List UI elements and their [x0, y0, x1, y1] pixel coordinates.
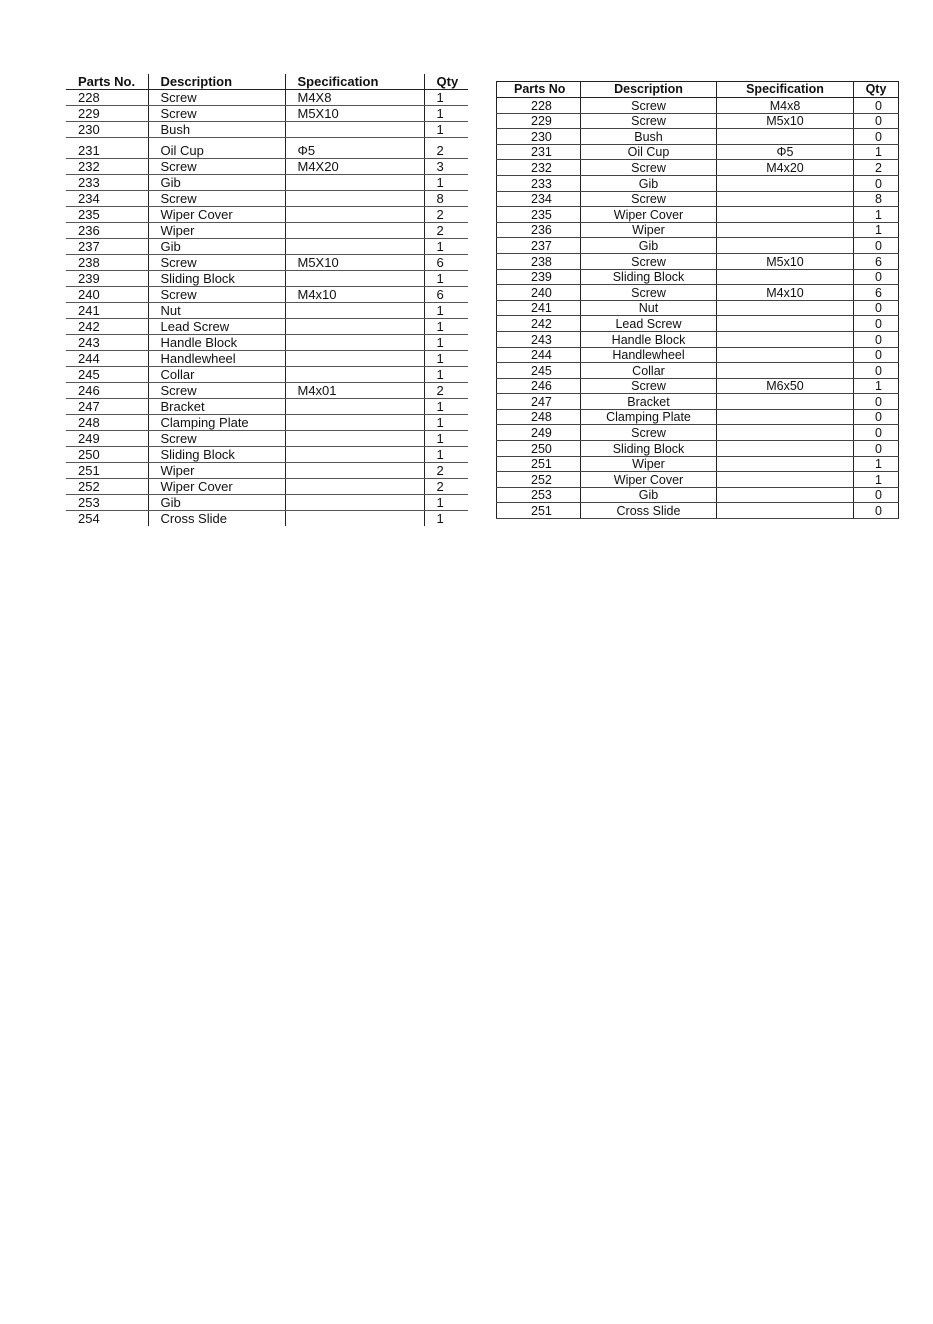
right-cell-parts-no: 229: [497, 113, 581, 129]
left-cell-qty: 8: [424, 191, 468, 207]
left-table-row: [66, 511, 468, 527]
left-cell-specification: [285, 239, 424, 255]
right-table-row: [497, 300, 899, 316]
left-cell-specification: [285, 122, 424, 138]
left-cell-description: Screw: [148, 431, 285, 447]
left-cell-parts-no: 252: [66, 479, 148, 495]
left-table-row: [66, 303, 468, 319]
right-cell-parts-no: 247: [497, 394, 581, 410]
left-cell-specification: [285, 495, 424, 511]
right-cell-parts-no: 242: [497, 316, 581, 332]
left-table-row: [66, 175, 468, 191]
left-cell-specification: [285, 207, 424, 223]
right-cell-parts-no: 240: [497, 285, 581, 301]
left-cell-parts-no: 241: [66, 303, 148, 319]
right-parts-table: [496, 81, 899, 519]
right-cell-description: Screw: [581, 253, 717, 269]
left-cell-description: Gib: [148, 495, 285, 511]
left-cell-specification: [285, 431, 424, 447]
left-cell-parts-no: 240: [66, 287, 148, 303]
left-cell-description: Handlewheel: [148, 351, 285, 367]
left-cell-description: Screw: [148, 383, 285, 399]
right-cell-parts-no: 231: [497, 144, 581, 160]
left-cell-parts-no: 254: [78, 511, 100, 526]
right-cell-parts-no: 235: [497, 207, 581, 223]
right-cell-specification: M5x10: [717, 113, 854, 129]
left-table-row: [66, 463, 468, 479]
right-cell-description: Nut: [581, 300, 717, 316]
right-cell-description: Screw: [581, 113, 717, 129]
left-cell-parts-no: 232: [66, 159, 148, 175]
left-cell-specification: [285, 191, 424, 207]
right-cell-qty: 0: [854, 409, 899, 425]
left-cell-parts-no: 235: [66, 207, 148, 223]
right-cell-parts-no: 246: [497, 378, 581, 394]
left-cell-qty: 1: [424, 495, 468, 511]
right-cell-description: Handlewheel: [581, 347, 717, 363]
left-cell-description: Oil Cup: [148, 138, 285, 159]
right-cell-description: Screw: [581, 285, 717, 301]
right-table-row: [497, 238, 899, 254]
left-cell-parts-no: 244: [66, 351, 148, 367]
right-cell-specification: [717, 409, 854, 425]
right-cell-specification: [717, 331, 854, 347]
right-table-row: [497, 285, 899, 301]
right-cell-description: Screw: [581, 191, 717, 207]
right-cell-parts-no: 245: [497, 363, 581, 379]
right-cell-qty: 0: [854, 238, 899, 254]
left-table-row: [66, 319, 468, 335]
left-parts-table: [66, 74, 468, 526]
right-cell-parts-no: 230: [497, 129, 581, 145]
left-table-row: [66, 122, 468, 138]
right-cell-description: Sliding Block: [581, 441, 717, 457]
left-cell-parts-no: 238: [66, 255, 148, 271]
left-cell-qty: 1: [424, 335, 468, 351]
left-cell-parts-no: 250: [66, 447, 148, 463]
right-cell-specification: [717, 238, 854, 254]
left-cell-qty: 1: [424, 319, 468, 335]
right-table-row: [497, 129, 899, 145]
left-table-row: [66, 335, 468, 351]
right-cell-parts-no: 239: [497, 269, 581, 285]
left-cell-parts-no: 243: [66, 335, 148, 351]
right-cell-qty: 2: [854, 160, 899, 176]
right-header-parts-no: Parts No: [497, 82, 581, 98]
left-cell-description: Handle Block: [148, 335, 285, 351]
left-table-row: [66, 90, 468, 106]
right-cell-specification: Φ5: [717, 144, 854, 160]
right-cell-qty: 0: [854, 98, 899, 114]
left-cell-qty: 1: [424, 447, 468, 463]
right-table-row: [497, 378, 899, 394]
right-cell-qty: 0: [854, 487, 899, 503]
left-cell-qty: 1: [424, 106, 468, 122]
left-cell-description: Wiper Cover: [148, 207, 285, 223]
right-cell-qty: 0: [854, 441, 899, 457]
left-table-row: [66, 207, 468, 223]
right-cell-qty: 0: [854, 316, 899, 332]
left-table-row: [66, 447, 468, 463]
left-cell-parts-no: 247: [66, 399, 148, 415]
left-cell-specification: M5X10: [285, 255, 424, 271]
right-cell-description: Gib: [581, 487, 717, 503]
right-cell-parts-no: 237: [497, 238, 581, 254]
right-cell-specification: [717, 487, 854, 503]
left-cell-specification: [285, 271, 424, 287]
right-cell-parts-no: 233: [497, 175, 581, 191]
right-table-row: [497, 472, 899, 488]
right-cell-qty: 1: [854, 378, 899, 394]
right-table-row: [497, 175, 899, 191]
right-cell-qty: 0: [854, 175, 899, 191]
left-cell-description: Cross Slide: [148, 511, 285, 527]
left-cell-description: Clamping Plate: [148, 415, 285, 431]
right-table-row: [497, 363, 899, 379]
left-cell-description: Wiper: [148, 223, 285, 239]
left-cell-qty: 1: [424, 367, 468, 383]
right-table-row: [497, 456, 899, 472]
left-table-row: [66, 223, 468, 239]
left-cell-specification: [285, 335, 424, 351]
right-cell-specification: [717, 363, 854, 379]
right-cell-description: Wiper Cover: [581, 207, 717, 223]
right-cell-description: Cross Slide: [581, 503, 717, 519]
right-cell-description: Handle Block: [581, 331, 717, 347]
right-cell-qty: 0: [854, 394, 899, 410]
right-cell-specification: [717, 456, 854, 472]
left-table-row: [66, 239, 468, 255]
left-cell-parts-no: 248: [66, 415, 148, 431]
right-table-row: [497, 144, 899, 160]
left-table-body: [66, 90, 468, 527]
left-cell-specification: M4X8: [285, 90, 424, 106]
left-table-row: [66, 415, 468, 431]
right-cell-qty: 1: [854, 456, 899, 472]
right-cell-qty: 0: [854, 129, 899, 145]
left-cell-specification: M4x10: [285, 287, 424, 303]
right-cell-specification: [717, 222, 854, 238]
right-header-qty: Qty: [854, 82, 899, 98]
left-cell-qty: 2: [424, 463, 468, 479]
right-cell-parts-no: 236: [497, 222, 581, 238]
left-cell-qty: 1: [424, 431, 468, 447]
left-cell-parts-no: 228: [66, 90, 148, 106]
left-cell-parts-no: 242: [66, 319, 148, 335]
left-cell-qty: 1: [424, 122, 468, 138]
left-cell-parts-no: 239: [66, 271, 148, 287]
right-cell-specification: [717, 129, 854, 145]
right-cell-specification: [717, 503, 854, 519]
right-cell-specification: M4x8: [717, 98, 854, 114]
left-cell-specification: [285, 447, 424, 463]
left-cell-qty: 2: [424, 138, 468, 159]
right-table-row: [497, 425, 899, 441]
right-table-row: [497, 409, 899, 425]
right-cell-specification: M5x10: [717, 253, 854, 269]
right-cell-parts-no: 251: [497, 503, 581, 519]
right-cell-specification: M4x10: [717, 285, 854, 301]
right-cell-parts-no: 241: [497, 300, 581, 316]
left-cell-specification: [285, 223, 424, 239]
right-cell-qty: 0: [854, 425, 899, 441]
left-header-qty: Qty: [424, 74, 468, 90]
left-cell-qty: 1: [424, 511, 468, 527]
left-cell-qty: 6: [424, 255, 468, 271]
right-cell-qty: 6: [854, 285, 899, 301]
left-cell-specification: [285, 511, 424, 527]
right-cell-description: Sliding Block: [581, 269, 717, 285]
left-table-row: [66, 191, 468, 207]
right-cell-qty: 0: [854, 269, 899, 285]
right-cell-description: Bush: [581, 129, 717, 145]
left-cell-specification: Φ5: [285, 138, 424, 159]
left-cell-qty: 1: [424, 239, 468, 255]
left-cell-specification: [285, 367, 424, 383]
left-cell-parts-no: 237: [66, 239, 148, 255]
right-cell-description: Gib: [581, 175, 717, 191]
left-table-row: [66, 479, 468, 495]
right-cell-specification: [717, 207, 854, 223]
right-cell-qty: 1: [854, 472, 899, 488]
right-table-row: [497, 253, 899, 269]
right-header-description: Description: [581, 82, 717, 98]
right-cell-description: Bracket: [581, 394, 717, 410]
left-table-row: [66, 287, 468, 303]
left-cell-parts-no: 230: [66, 122, 148, 138]
left-table-row: [66, 106, 468, 122]
right-cell-qty: 8: [854, 191, 899, 207]
right-cell-description: Oil Cup: [581, 144, 717, 160]
right-header-specification: Specification: [717, 82, 854, 98]
right-cell-description: Wiper: [581, 456, 717, 472]
left-cell-parts-no: 249: [66, 431, 148, 447]
left-cell-specification: M4X20: [285, 159, 424, 175]
left-table-row: [66, 159, 468, 175]
left-header-parts-no: Parts No.: [66, 74, 148, 90]
left-table-row: [66, 431, 468, 447]
right-table-row: [497, 222, 899, 238]
left-cell-description: Collar: [148, 367, 285, 383]
right-cell-qty: 1: [854, 222, 899, 238]
right-cell-parts-no: 228: [497, 98, 581, 114]
left-table-row: [66, 138, 468, 159]
right-cell-parts-no: 252: [497, 472, 581, 488]
right-cell-qty: 0: [854, 503, 899, 519]
right-table-row: [497, 487, 899, 503]
right-cell-qty: 6: [854, 253, 899, 269]
right-header-row: [497, 82, 899, 98]
left-cell-description: Bracket: [148, 399, 285, 415]
right-cell-qty: 1: [854, 207, 899, 223]
left-cell-specification: [285, 319, 424, 335]
right-cell-description: Lead Screw: [581, 316, 717, 332]
right-cell-description: Screw: [581, 160, 717, 176]
left-cell-specification: M5X10: [285, 106, 424, 122]
left-cell-specification: [285, 479, 424, 495]
right-table-row: [497, 207, 899, 223]
right-table-row: [497, 347, 899, 363]
left-cell-specification: [285, 351, 424, 367]
right-cell-specification: M4x20: [717, 160, 854, 176]
left-cell-qty: 1: [424, 415, 468, 431]
right-table-body: [497, 98, 899, 519]
left-cell-qty: 1: [424, 175, 468, 191]
left-table-row: [66, 399, 468, 415]
left-cell-description: Wiper: [148, 463, 285, 479]
left-cell-qty: 2: [424, 207, 468, 223]
left-cell-specification: [285, 463, 424, 479]
left-table-row: [66, 383, 468, 399]
right-cell-specification: [717, 316, 854, 332]
right-table-row: [497, 394, 899, 410]
left-cell-parts-no: 234: [66, 191, 148, 207]
left-cell-qty: 1: [424, 90, 468, 106]
left-cell-qty: 2: [424, 383, 468, 399]
right-cell-specification: [717, 300, 854, 316]
right-cell-parts-no: 249: [497, 425, 581, 441]
left-cell-description: Nut: [148, 303, 285, 319]
right-table-row: [497, 191, 899, 207]
right-cell-description: Screw: [581, 378, 717, 394]
right-table-row: [497, 269, 899, 285]
right-cell-description: Clamping Plate: [581, 409, 717, 425]
left-table-row: [66, 367, 468, 383]
left-cell-qty: 1: [424, 271, 468, 287]
left-cell-description: Sliding Block: [148, 447, 285, 463]
right-cell-parts-no: 232: [497, 160, 581, 176]
left-cell-qty: 1: [424, 351, 468, 367]
right-cell-specification: [717, 175, 854, 191]
right-cell-parts-no: 248: [497, 409, 581, 425]
left-cell-description: Screw: [148, 191, 285, 207]
right-cell-parts-no: 253: [497, 487, 581, 503]
right-cell-parts-no: 244: [497, 347, 581, 363]
left-cell-parts-no: 253: [66, 495, 148, 511]
left-header-specification: Specification: [285, 74, 424, 90]
right-cell-specification: [717, 269, 854, 285]
right-cell-qty: 0: [854, 347, 899, 363]
left-cell-qty: 6: [424, 287, 468, 303]
left-header-description: Description: [148, 74, 285, 90]
left-cell-description: Screw: [148, 287, 285, 303]
right-cell-description: Collar: [581, 363, 717, 379]
right-cell-qty: 0: [854, 300, 899, 316]
right-cell-description: Wiper Cover: [581, 472, 717, 488]
left-cell-parts-no: 246: [66, 383, 148, 399]
left-cell-specification: M4x01: [285, 383, 424, 399]
left-cell-description: Gib: [148, 239, 285, 255]
left-cell-qty: 2: [424, 223, 468, 239]
left-table-row: [66, 255, 468, 271]
left-cell-description: Lead Screw: [148, 319, 285, 335]
left-cell-specification: [285, 415, 424, 431]
right-cell-parts-no: 243: [497, 331, 581, 347]
right-cell-specification: [717, 394, 854, 410]
left-cell-parts-no: 229: [66, 106, 148, 122]
left-cell-description: Screw: [148, 255, 285, 271]
left-cell-description: Screw: [148, 90, 285, 106]
left-table-row: [66, 495, 468, 511]
left-cell-specification: [285, 303, 424, 319]
left-cell-parts-no: 231: [66, 138, 148, 159]
right-cell-qty: 0: [854, 363, 899, 379]
right-table-row: [497, 503, 899, 519]
right-table-row: [497, 113, 899, 129]
left-cell-description: Screw: [148, 159, 285, 175]
right-cell-qty: 0: [854, 331, 899, 347]
left-cell-specification: [285, 175, 424, 191]
right-table-row: [497, 316, 899, 332]
right-cell-specification: [717, 472, 854, 488]
right-table-row: [497, 441, 899, 457]
left-cell-description: Gib: [148, 175, 285, 191]
right-cell-specification: [717, 425, 854, 441]
right-table-row: [497, 160, 899, 176]
right-cell-description: Screw: [581, 98, 717, 114]
right-cell-specification: [717, 347, 854, 363]
right-cell-parts-no: 251: [497, 456, 581, 472]
right-cell-description: Wiper: [581, 222, 717, 238]
right-cell-description: Screw: [581, 425, 717, 441]
left-cell-description: Screw: [148, 106, 285, 122]
right-cell-parts-no: 238: [497, 253, 581, 269]
right-table-row: [497, 331, 899, 347]
right-cell-qty: 0: [854, 113, 899, 129]
left-cell-description: Bush: [148, 122, 285, 138]
right-cell-specification: [717, 441, 854, 457]
right-cell-specification: M6x50: [717, 378, 854, 394]
left-cell-qty: 1: [424, 303, 468, 319]
left-table-row: [66, 271, 468, 287]
right-cell-parts-no: 234: [497, 191, 581, 207]
left-cell-qty: 2: [424, 479, 468, 495]
left-cell-specification: [285, 399, 424, 415]
left-cell-qty: 3: [424, 159, 468, 175]
left-cell-description: Wiper Cover: [148, 479, 285, 495]
left-header-row: [66, 74, 468, 90]
left-cell-qty: 1: [424, 399, 468, 415]
right-cell-specification: [717, 191, 854, 207]
left-cell-parts-no: 236: [66, 223, 148, 239]
right-cell-description: Gib: [581, 238, 717, 254]
left-cell-parts-no: 251: [66, 463, 148, 479]
right-cell-parts-no: 250: [497, 441, 581, 457]
left-cell-description: Sliding Block: [148, 271, 285, 287]
right-table-row: [497, 98, 899, 114]
right-cell-qty: 1: [854, 144, 899, 160]
left-cell-parts-no: 233: [66, 175, 148, 191]
left-cell-parts-no: 245: [66, 367, 148, 383]
left-table-row: [66, 351, 468, 367]
